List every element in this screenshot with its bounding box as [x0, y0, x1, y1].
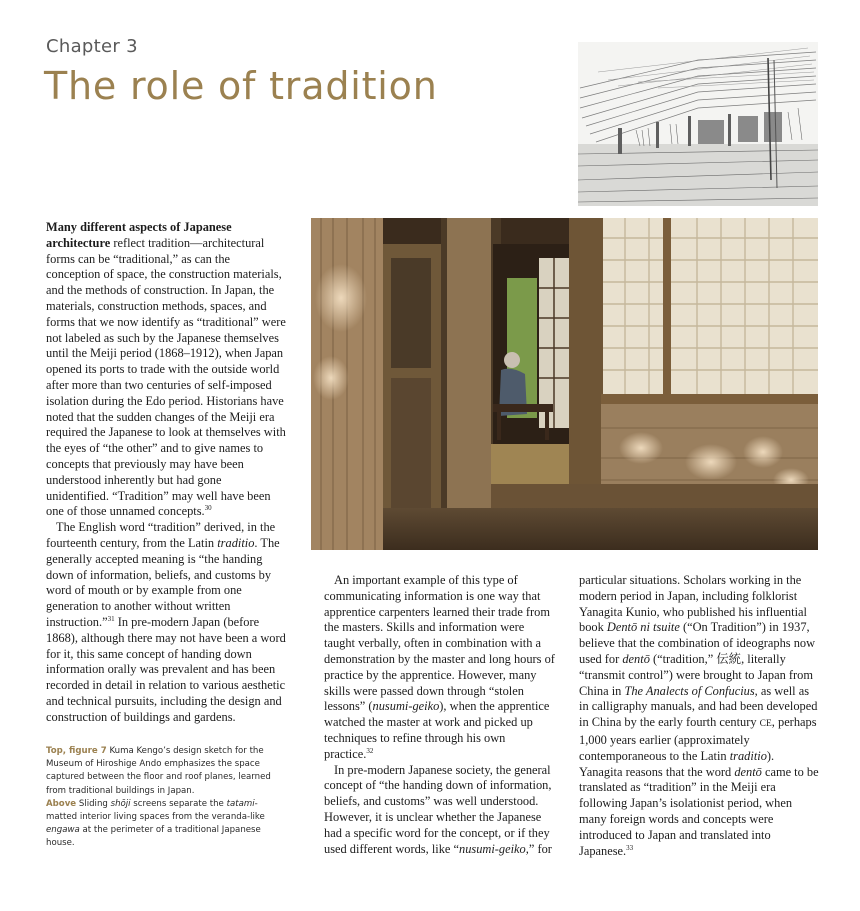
caption-top-label: Top, figure 7: [46, 746, 107, 756]
col3-text-g: came to be translated as “tradition” in the Meiji era following Japan’s isolationist period, when many foreign words and concepts were introduced to Japan and translated into Japanese.: [579, 764, 819, 858]
col3-text-f: ). Yanagita reasons that the word: [579, 748, 775, 779]
footnote-ref: 31: [107, 614, 115, 623]
col3-ce: CE: [759, 719, 772, 730]
col3-text-d: , as well as in calligraphy manuals, and had been developed in China by the early fourth century: [579, 683, 818, 730]
caption-engawa: engawa: [46, 825, 80, 836]
col2-p2-italic: nusumi-geiko,: [459, 841, 529, 856]
col1-paragraph-1: [46, 220, 286, 520]
body-column-1: [46, 220, 286, 726]
col3-paragraph: [579, 573, 819, 859]
col3-text-b: (“On Tradition”) in 1937, believe that the combination of ideographs now used for: [579, 620, 816, 666]
col2-p1-text-a: An important example of this type of communicating information is one way that apprentice carpenters learned their trade from the masters. Skills and information were taught verbally, often in combination with a demonstration by the master and long hours of practice by the apprentice. However, many skills were passed down through “stolen lessons” (: [324, 573, 555, 714]
col3-dento-2: dentō: [734, 764, 762, 779]
caption-above-text-b: screens separate the: [130, 798, 227, 809]
caption-top-text: Kuma Kengo’s design sketch for the Museum of Hiroshige Ando emphasizes the space captured between the floor and roof planes, learned from traditional buildings in Japan.: [46, 746, 271, 796]
col2-p1-italic: nusumi-geiko: [372, 699, 440, 714]
col3-traditio: traditio: [729, 748, 767, 763]
caption-above-text-a: Sliding: [76, 798, 111, 809]
body-column-2: [324, 573, 556, 857]
col1-p2-text-b: . The generally accepted meaning is “the handing down of information, beliefs, and customs by word of mouth or by example from one generation to another without written instruction.”: [46, 535, 280, 629]
caption-above: [46, 798, 286, 851]
caption-above-text-d: at the perimeter of a traditional Japanese house.: [46, 825, 261, 849]
col2-paragraph-2: [324, 763, 556, 858]
caption-above-label: Above: [46, 798, 77, 809]
chapter-title: The role of tradition: [44, 64, 438, 108]
caption-top: [46, 745, 286, 798]
col2-paragraph-1: [324, 573, 556, 763]
footnote-ref: 32: [366, 746, 374, 755]
col1-p2-italic: traditio: [217, 535, 255, 550]
figure-caption: [46, 745, 286, 851]
col2-p2-text-b: ” for: [528, 841, 552, 856]
col3-text-c: (“tradition,” 伝統, literally “transmit control”) were brought to Japan from China in: [579, 651, 813, 698]
col2-p2-text-a: In pre-modern Japanese society, the general concept of “the handing down of information, beliefs, and customs” was well understood. However, it is unclear whether the Japanese had a specific word for the concept, or if they used different words, like “: [324, 762, 552, 856]
col3-analects: The Analects of Confucius: [624, 683, 755, 698]
caption-tatami: tatami: [226, 798, 255, 809]
caption-above-text-c: -matted interior living spaces from the veranda-like: [46, 798, 265, 823]
body-column-3: [579, 573, 819, 859]
col1-paragraph-2: [46, 520, 286, 725]
caption-shoji: shōji: [110, 798, 131, 809]
chapter-label: Chapter 3: [46, 36, 138, 57]
col3-text-e: , perhaps 1,000 years earlier (approximately contemporaneous to the Latin: [579, 715, 817, 763]
col1-p1-text: reflect tradition—architectural forms can be “traditional,” as can the conception of space, the construction materials, and the methods of construction. In Japan, the materials, construction methods, spaces, and forms that we now identify as “traditional” were not labeled as such by the Japanese themselves until the Meiji period (1868–1912), when Japan opened its ports to trade with the outside world after more than two centuries of self-imposed isolation during the Edo period. Historians have noted that the sudden changes of the Meiji era required the Japanese to look at themselves with the eyes of “the other” and to give names to concepts that previously may have been understood inherently but had gone unidentified. “Tradition” may well have been one of those unnamed concepts.: [46, 235, 286, 519]
shoji-interior-photo: [311, 218, 818, 550]
col3-book-title: Dentō ni tsuite: [606, 620, 680, 635]
footnote-ref: 30: [204, 504, 212, 513]
lead-in: Many different aspects of Japanese architecture: [46, 220, 232, 250]
col3-text-a: particular situations. Scholars working in the modern period in Japan, including folklorist Yanagita Kunio, who published his influential book: [579, 573, 807, 635]
museum-sketch-image: [578, 42, 818, 206]
col3-dento: dentō: [622, 651, 650, 666]
col2-p1-text-b: ), when the apprentice watched the master at work and picked up techniques to refine through his own practice.: [324, 699, 550, 761]
col1-p2-text-a: The English word “tradition” derived, in the fourteenth century, from the Latin: [46, 520, 276, 550]
footnote-ref: 33: [626, 843, 634, 852]
col1-p2-text-c: In pre-modern Japan (before 1868), although there may not have been a word for it, this same concept of handing down information orally was prevalent and has been recorded in detail in relation to various aesthetic and technical pursuits, including the design and construction of buildings and gardens.: [46, 614, 286, 724]
